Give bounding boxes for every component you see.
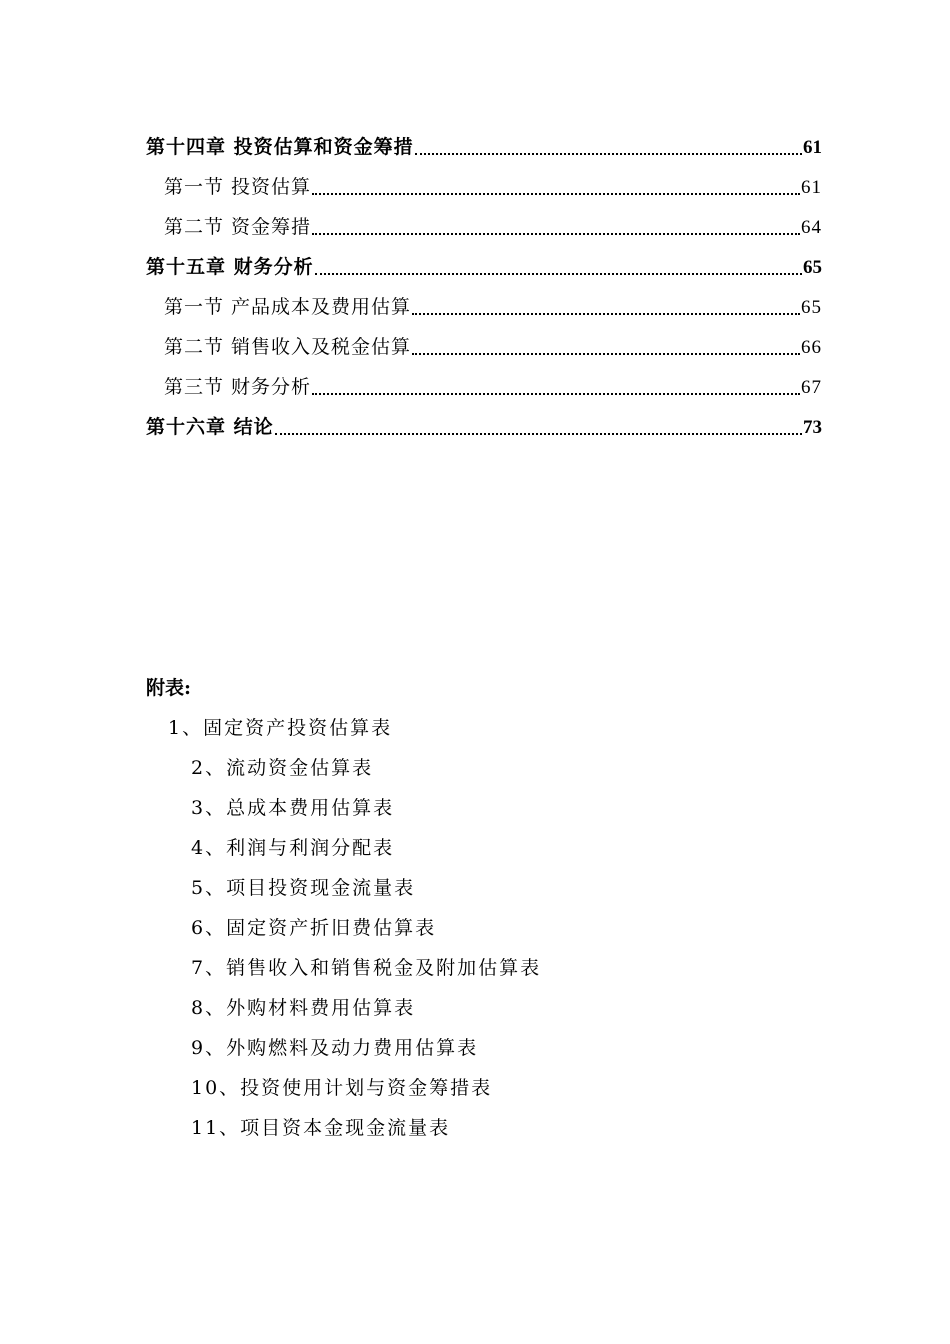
appendix-item: 10、投资使用计划与资金筹措表 [191,1077,493,1099]
appendix-item: 9、外购燃料及动力费用估算表 [191,1037,479,1059]
toc-leader-dots [312,233,800,235]
toc-entry-chapter-14[interactable] [146,127,822,167]
appendix-item: 7、销售收入和销售税金及附加估算表 [191,957,542,979]
appendix-item: 1、固定资产投资估算表 [168,717,393,739]
toc-entry-page: 73 [803,417,822,438]
toc-leader-dots [312,193,800,195]
appendix-title: 附表: [146,677,192,699]
toc-leader-dots [312,393,800,395]
appendix-item: 5、项目投资现金流量表 [191,877,416,899]
toc-leader-dots [275,433,802,435]
toc-entry-page: 64 [801,217,822,238]
toc-entry-page: 67 [801,377,822,398]
toc-entry-section[interactable] [146,167,822,207]
toc-entry-title: 第一节 投资估算 [164,176,312,198]
toc-entry-page: 65 [803,257,822,278]
toc-entry-page: 61 [803,137,822,158]
toc-entry-title: 第二节 资金筹措 [164,216,312,238]
toc-entry-page: 61 [801,177,822,198]
toc-entry-title: 第十六章 结论 [146,416,274,438]
toc-entry-chapter-16[interactable] [146,407,822,447]
toc-entry-section[interactable] [146,327,822,367]
toc-entry-title: 第一节 产品成本及费用估算 [164,296,412,318]
toc-entry-title: 第二节 销售收入及税金估算 [164,336,412,358]
toc-entry-page: 66 [801,337,822,358]
appendix-item: 2、流动资金估算表 [191,757,374,779]
toc-entry-title: 第十四章 投资估算和资金筹措 [146,136,414,158]
appendix-item: 6、固定资产折旧费估算表 [191,917,437,939]
toc-entry-chapter-15[interactable] [146,247,822,287]
toc-leader-dots [315,273,802,275]
toc-entry-section[interactable] [146,207,822,247]
appendix-item: 3、总成本费用估算表 [191,797,395,819]
toc-entry-section[interactable] [146,287,822,327]
toc-entry-title: 第十五章 财务分析 [146,256,314,278]
toc-leader-dots [412,313,800,315]
toc-leader-dots [412,353,800,355]
toc-leader-dots [415,153,802,155]
appendix-list [146,708,541,1148]
appendix-item: 8、外购材料费用估算表 [191,997,416,1019]
toc-entry-title: 第三节 财务分析 [164,376,312,398]
toc-entry-page: 65 [801,297,822,318]
appendix-item: 4、利润与利润分配表 [191,837,395,859]
table-of-contents [146,127,822,447]
toc-entry-section[interactable] [146,367,822,407]
appendix-section [146,668,541,1148]
appendix-item: 11、项目资本金现金流量表 [191,1117,451,1139]
